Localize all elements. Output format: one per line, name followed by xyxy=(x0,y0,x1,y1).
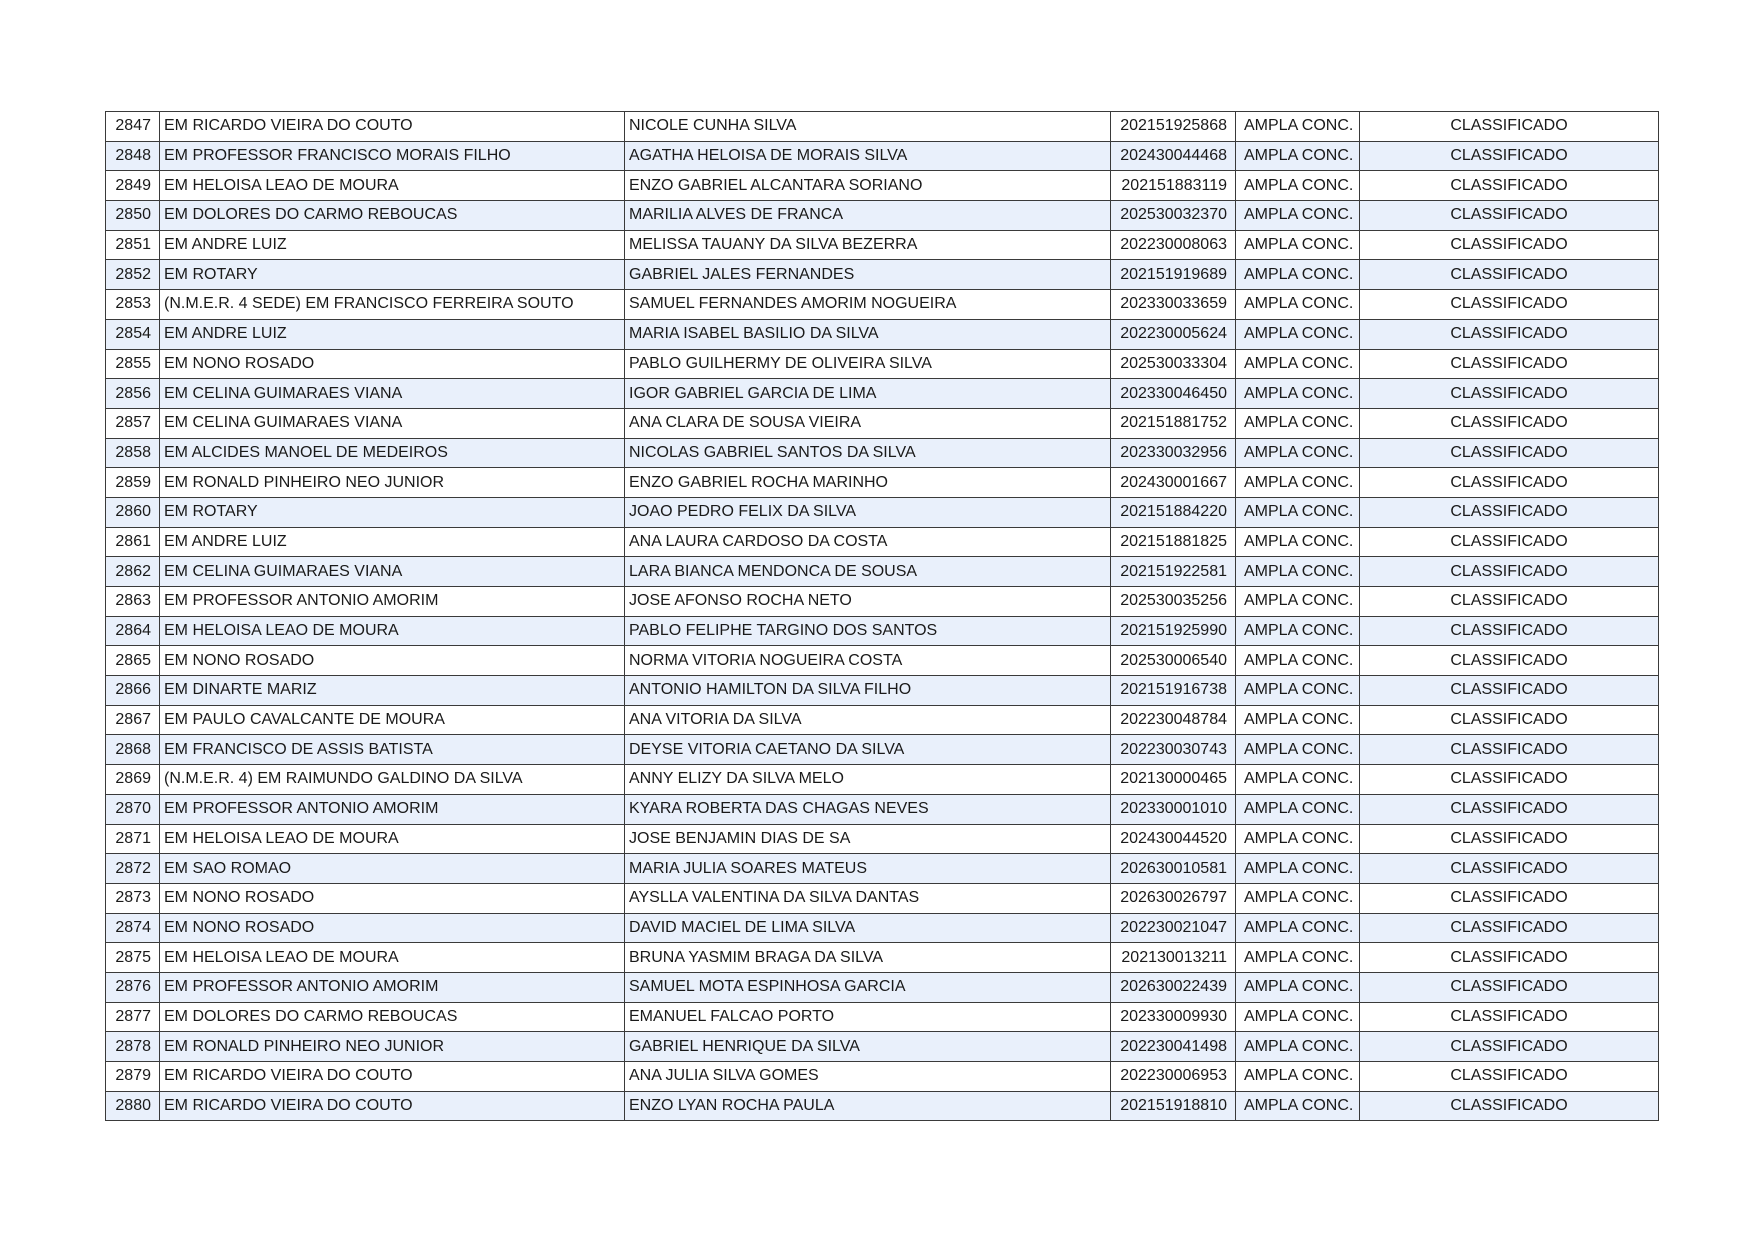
status-cell: CLASSIFICADO xyxy=(1360,230,1659,260)
row-number-cell: 2861 xyxy=(106,527,160,557)
row-number-cell: 2855 xyxy=(106,349,160,379)
quota-cell: AMPLA CONC. xyxy=(1236,854,1360,884)
quota-cell: AMPLA CONC. xyxy=(1236,883,1360,913)
student-name-cell: KYARA ROBERTA DAS CHAGAS NEVES xyxy=(625,794,1111,824)
quota-cell: AMPLA CONC. xyxy=(1236,379,1360,409)
table-row xyxy=(106,824,1659,854)
table-row xyxy=(106,141,1659,171)
row-number-cell: 2872 xyxy=(106,854,160,884)
table-row xyxy=(106,1032,1659,1062)
row-number-cell: 2850 xyxy=(106,201,160,231)
registration-id-cell: 202230041498 xyxy=(1111,1032,1236,1062)
status-cell: CLASSIFICADO xyxy=(1360,972,1659,1002)
table-row xyxy=(106,1002,1659,1032)
row-number-cell: 2860 xyxy=(106,497,160,527)
student-name-cell: DEYSE VITORIA CAETANO DA SILVA xyxy=(625,735,1111,765)
registration-id-cell: 202630022439 xyxy=(1111,972,1236,1002)
registration-id-cell: 202330046450 xyxy=(1111,379,1236,409)
row-number-cell: 2875 xyxy=(106,943,160,973)
student-name-cell: ANA LAURA CARDOSO DA COSTA xyxy=(625,527,1111,557)
quota-cell: AMPLA CONC. xyxy=(1236,349,1360,379)
student-name-cell: JOSE BENJAMIN DIAS DE SA xyxy=(625,824,1111,854)
quota-cell: AMPLA CONC. xyxy=(1236,972,1360,1002)
status-cell: CLASSIFICADO xyxy=(1360,1091,1659,1121)
school-cell: EM PAULO CAVALCANTE DE MOURA xyxy=(160,705,625,735)
school-cell: EM RONALD PINHEIRO NEO JUNIOR xyxy=(160,468,625,498)
school-cell: EM PROFESSOR ANTONIO AMORIM xyxy=(160,972,625,1002)
status-cell: CLASSIFICADO xyxy=(1360,438,1659,468)
school-cell: EM NONO ROSADO xyxy=(160,913,625,943)
table-row xyxy=(106,616,1659,646)
row-number-cell: 2867 xyxy=(106,705,160,735)
school-cell: EM NONO ROSADO xyxy=(160,883,625,913)
quota-cell: AMPLA CONC. xyxy=(1236,260,1360,290)
status-cell: CLASSIFICADO xyxy=(1360,705,1659,735)
status-cell: CLASSIFICADO xyxy=(1360,883,1659,913)
student-name-cell: IGOR GABRIEL GARCIA DE LIMA xyxy=(625,379,1111,409)
school-cell: EM ANDRE LUIZ xyxy=(160,230,625,260)
registration-id-cell: 202230048784 xyxy=(1111,705,1236,735)
table-row xyxy=(106,171,1659,201)
quota-cell: AMPLA CONC. xyxy=(1236,587,1360,617)
registration-id-cell: 202151884220 xyxy=(1111,497,1236,527)
student-name-cell: JOSE AFONSO ROCHA NETO xyxy=(625,587,1111,617)
status-cell: CLASSIFICADO xyxy=(1360,557,1659,587)
quota-cell: AMPLA CONC. xyxy=(1236,230,1360,260)
status-cell: CLASSIFICADO xyxy=(1360,587,1659,617)
quota-cell: AMPLA CONC. xyxy=(1236,438,1360,468)
quota-cell: AMPLA CONC. xyxy=(1236,616,1360,646)
status-cell: CLASSIFICADO xyxy=(1360,112,1659,142)
school-cell: EM ROTARY xyxy=(160,497,625,527)
student-name-cell: ANNY ELIZY DA SILVA MELO xyxy=(625,765,1111,795)
row-number-cell: 2877 xyxy=(106,1002,160,1032)
status-cell: CLASSIFICADO xyxy=(1360,854,1659,884)
student-name-cell: MARIA JULIA SOARES MATEUS xyxy=(625,854,1111,884)
quota-cell: AMPLA CONC. xyxy=(1236,408,1360,438)
table-row xyxy=(106,676,1659,706)
quota-cell: AMPLA CONC. xyxy=(1236,201,1360,231)
row-number-cell: 2866 xyxy=(106,676,160,706)
registration-id-cell: 202151881825 xyxy=(1111,527,1236,557)
quota-cell: AMPLA CONC. xyxy=(1236,824,1360,854)
registration-id-cell: 202630026797 xyxy=(1111,883,1236,913)
quota-cell: AMPLA CONC. xyxy=(1236,913,1360,943)
registration-id-cell: 202430044520 xyxy=(1111,824,1236,854)
results-table xyxy=(105,111,1659,1121)
school-cell: EM RICARDO VIEIRA DO COUTO xyxy=(160,1062,625,1092)
registration-id-cell: 202151925990 xyxy=(1111,616,1236,646)
table-row xyxy=(106,497,1659,527)
registration-id-cell: 202151925868 xyxy=(1111,112,1236,142)
row-number-cell: 2864 xyxy=(106,616,160,646)
school-cell: EM NONO ROSADO xyxy=(160,646,625,676)
row-number-cell: 2857 xyxy=(106,408,160,438)
student-name-cell: ENZO GABRIEL ALCANTARA SORIANO xyxy=(625,171,1111,201)
status-cell: CLASSIFICADO xyxy=(1360,1032,1659,1062)
row-number-cell: 2849 xyxy=(106,171,160,201)
school-cell: EM ANDRE LUIZ xyxy=(160,319,625,349)
student-name-cell: ANTONIO HAMILTON DA SILVA FILHO xyxy=(625,676,1111,706)
school-cell: EM HELOISA LEAO DE MOURA xyxy=(160,943,625,973)
status-cell: CLASSIFICADO xyxy=(1360,943,1659,973)
quota-cell: AMPLA CONC. xyxy=(1236,646,1360,676)
school-cell: EM DOLORES DO CARMO REBOUCAS xyxy=(160,1002,625,1032)
school-cell: EM ROTARY xyxy=(160,260,625,290)
student-name-cell: AYSLLA VALENTINA DA SILVA DANTAS xyxy=(625,883,1111,913)
table-row xyxy=(106,1062,1659,1092)
school-cell: EM HELOISA LEAO DE MOURA xyxy=(160,616,625,646)
row-number-cell: 2847 xyxy=(106,112,160,142)
table-row xyxy=(106,408,1659,438)
student-name-cell: SAMUEL FERNANDES AMORIM NOGUEIRA xyxy=(625,290,1111,320)
student-name-cell: NICOLAS GABRIEL SANTOS DA SILVA xyxy=(625,438,1111,468)
registration-id-cell: 202230005624 xyxy=(1111,319,1236,349)
row-number-cell: 2870 xyxy=(106,794,160,824)
table-row xyxy=(106,260,1659,290)
student-name-cell: ENZO LYAN ROCHA PAULA xyxy=(625,1091,1111,1121)
registration-id-cell: 202330032956 xyxy=(1111,438,1236,468)
table-row xyxy=(106,765,1659,795)
row-number-cell: 2879 xyxy=(106,1062,160,1092)
table-row xyxy=(106,230,1659,260)
school-cell: EM HELOISA LEAO DE MOURA xyxy=(160,171,625,201)
registration-id-cell: 202151918810 xyxy=(1111,1091,1236,1121)
quota-cell: AMPLA CONC. xyxy=(1236,141,1360,171)
row-number-cell: 2852 xyxy=(106,260,160,290)
student-name-cell: ANA CLARA DE SOUSA VIEIRA xyxy=(625,408,1111,438)
quota-cell: AMPLA CONC. xyxy=(1236,468,1360,498)
registration-id-cell: 202130013211 xyxy=(1111,943,1236,973)
table-row xyxy=(106,319,1659,349)
student-name-cell: GABRIEL JALES FERNANDES xyxy=(625,260,1111,290)
school-cell: EM RICARDO VIEIRA DO COUTO xyxy=(160,1091,625,1121)
row-number-cell: 2868 xyxy=(106,735,160,765)
row-number-cell: 2848 xyxy=(106,141,160,171)
row-number-cell: 2873 xyxy=(106,883,160,913)
row-number-cell: 2856 xyxy=(106,379,160,409)
table-row xyxy=(106,972,1659,1002)
row-number-cell: 2878 xyxy=(106,1032,160,1062)
quota-cell: AMPLA CONC. xyxy=(1236,943,1360,973)
school-cell: EM RONALD PINHEIRO NEO JUNIOR xyxy=(160,1032,625,1062)
row-number-cell: 2859 xyxy=(106,468,160,498)
quota-cell: AMPLA CONC. xyxy=(1236,557,1360,587)
table-row xyxy=(106,646,1659,676)
registration-id-cell: 202230008063 xyxy=(1111,230,1236,260)
school-cell: EM CELINA GUIMARAES VIANA xyxy=(160,379,625,409)
registration-id-cell: 202151883119 xyxy=(1111,171,1236,201)
school-cell: (N.M.E.R. 4 SEDE) EM FRANCISCO FERREIRA SOUTO xyxy=(160,290,625,320)
status-cell: CLASSIFICADO xyxy=(1360,408,1659,438)
student-name-cell: JOAO PEDRO FELIX DA SILVA xyxy=(625,497,1111,527)
student-name-cell: AGATHA HELOISA DE MORAIS SILVA xyxy=(625,141,1111,171)
status-cell: CLASSIFICADO xyxy=(1360,260,1659,290)
row-number-cell: 2880 xyxy=(106,1091,160,1121)
school-cell: EM RICARDO VIEIRA DO COUTO xyxy=(160,112,625,142)
table-row xyxy=(106,468,1659,498)
status-cell: CLASSIFICADO xyxy=(1360,824,1659,854)
table-row xyxy=(106,201,1659,231)
row-number-cell: 2871 xyxy=(106,824,160,854)
status-cell: CLASSIFICADO xyxy=(1360,171,1659,201)
status-cell: CLASSIFICADO xyxy=(1360,201,1659,231)
table-row xyxy=(106,1091,1659,1121)
status-cell: CLASSIFICADO xyxy=(1360,290,1659,320)
registration-id-cell: 202430044468 xyxy=(1111,141,1236,171)
row-number-cell: 2876 xyxy=(106,972,160,1002)
results-table-body xyxy=(106,112,1659,1121)
table-row xyxy=(106,854,1659,884)
student-name-cell: ANA VITORIA DA SILVA xyxy=(625,705,1111,735)
school-cell: EM HELOISA LEAO DE MOURA xyxy=(160,824,625,854)
registration-id-cell: 202230030743 xyxy=(1111,735,1236,765)
quota-cell: AMPLA CONC. xyxy=(1236,1002,1360,1032)
table-row xyxy=(106,943,1659,973)
student-name-cell: MARIA ISABEL BASILIO DA SILVA xyxy=(625,319,1111,349)
student-name-cell: NICOLE CUNHA SILVA xyxy=(625,112,1111,142)
school-cell: EM SAO ROMAO xyxy=(160,854,625,884)
quota-cell: AMPLA CONC. xyxy=(1236,497,1360,527)
status-cell: CLASSIFICADO xyxy=(1360,1062,1659,1092)
registration-id-cell: 202630010581 xyxy=(1111,854,1236,884)
table-row xyxy=(106,557,1659,587)
registration-id-cell: 202151916738 xyxy=(1111,676,1236,706)
status-cell: CLASSIFICADO xyxy=(1360,527,1659,557)
school-cell: EM DINARTE MARIZ xyxy=(160,676,625,706)
status-cell: CLASSIFICADO xyxy=(1360,765,1659,795)
table-row xyxy=(106,705,1659,735)
school-cell: (N.M.E.R. 4) EM RAIMUNDO GALDINO DA SILVA xyxy=(160,765,625,795)
student-name-cell: MARILIA ALVES DE FRANCA xyxy=(625,201,1111,231)
student-name-cell: PABLO FELIPHE TARGINO DOS SANTOS xyxy=(625,616,1111,646)
school-cell: EM CELINA GUIMARAES VIANA xyxy=(160,408,625,438)
school-cell: EM CELINA GUIMARAES VIANA xyxy=(160,557,625,587)
row-number-cell: 2853 xyxy=(106,290,160,320)
registration-id-cell: 202430001667 xyxy=(1111,468,1236,498)
row-number-cell: 2874 xyxy=(106,913,160,943)
status-cell: CLASSIFICADO xyxy=(1360,735,1659,765)
quota-cell: AMPLA CONC. xyxy=(1236,112,1360,142)
row-number-cell: 2865 xyxy=(106,646,160,676)
table-row xyxy=(106,349,1659,379)
registration-id-cell: 202230006953 xyxy=(1111,1062,1236,1092)
quota-cell: AMPLA CONC. xyxy=(1236,1062,1360,1092)
quota-cell: AMPLA CONC. xyxy=(1236,319,1360,349)
table-row xyxy=(106,883,1659,913)
quota-cell: AMPLA CONC. xyxy=(1236,794,1360,824)
registration-id-cell: 202530032370 xyxy=(1111,201,1236,231)
registration-id-cell: 202130000465 xyxy=(1111,765,1236,795)
table-row xyxy=(106,587,1659,617)
quota-cell: AMPLA CONC. xyxy=(1236,765,1360,795)
row-number-cell: 2858 xyxy=(106,438,160,468)
table-row xyxy=(106,913,1659,943)
registration-id-cell: 202530035256 xyxy=(1111,587,1236,617)
student-name-cell: BRUNA YASMIM BRAGA DA SILVA xyxy=(625,943,1111,973)
quota-cell: AMPLA CONC. xyxy=(1236,527,1360,557)
student-name-cell: NORMA VITORIA NOGUEIRA COSTA xyxy=(625,646,1111,676)
student-name-cell: SAMUEL MOTA ESPINHOSA GARCIA xyxy=(625,972,1111,1002)
status-cell: CLASSIFICADO xyxy=(1360,646,1659,676)
school-cell: EM PROFESSOR ANTONIO AMORIM xyxy=(160,587,625,617)
school-cell: EM ANDRE LUIZ xyxy=(160,527,625,557)
table-row xyxy=(106,438,1659,468)
status-cell: CLASSIFICADO xyxy=(1360,349,1659,379)
student-name-cell: ANA JULIA SILVA GOMES xyxy=(625,1062,1111,1092)
status-cell: CLASSIFICADO xyxy=(1360,913,1659,943)
registration-id-cell: 202330009930 xyxy=(1111,1002,1236,1032)
status-cell: CLASSIFICADO xyxy=(1360,497,1659,527)
table-row xyxy=(106,290,1659,320)
student-name-cell: PABLO GUILHERMY DE OLIVEIRA SILVA xyxy=(625,349,1111,379)
status-cell: CLASSIFICADO xyxy=(1360,1002,1659,1032)
school-cell: EM PROFESSOR FRANCISCO MORAIS FILHO xyxy=(160,141,625,171)
student-name-cell: ENZO GABRIEL ROCHA MARINHO xyxy=(625,468,1111,498)
school-cell: EM DOLORES DO CARMO REBOUCAS xyxy=(160,201,625,231)
student-name-cell: DAVID MACIEL DE LIMA SILVA xyxy=(625,913,1111,943)
table-row xyxy=(106,735,1659,765)
quota-cell: AMPLA CONC. xyxy=(1236,1032,1360,1062)
row-number-cell: 2869 xyxy=(106,765,160,795)
quota-cell: AMPLA CONC. xyxy=(1236,735,1360,765)
table-row xyxy=(106,527,1659,557)
registration-id-cell: 202151919689 xyxy=(1111,260,1236,290)
student-name-cell: MELISSA TAUANY DA SILVA BEZERRA xyxy=(625,230,1111,260)
student-name-cell: GABRIEL HENRIQUE DA SILVA xyxy=(625,1032,1111,1062)
row-number-cell: 2862 xyxy=(106,557,160,587)
quota-cell: AMPLA CONC. xyxy=(1236,171,1360,201)
registration-id-cell: 202230021047 xyxy=(1111,913,1236,943)
status-cell: CLASSIFICADO xyxy=(1360,794,1659,824)
registration-id-cell: 202530033304 xyxy=(1111,349,1236,379)
table-row xyxy=(106,379,1659,409)
status-cell: CLASSIFICADO xyxy=(1360,616,1659,646)
registration-id-cell: 202330033659 xyxy=(1111,290,1236,320)
student-name-cell: LARA BIANCA MENDONCA DE SOUSA xyxy=(625,557,1111,587)
status-cell: CLASSIFICADO xyxy=(1360,319,1659,349)
table-row xyxy=(106,112,1659,142)
registration-id-cell: 202330001010 xyxy=(1111,794,1236,824)
registration-id-cell: 202151922581 xyxy=(1111,557,1236,587)
status-cell: CLASSIFICADO xyxy=(1360,676,1659,706)
school-cell: EM PROFESSOR ANTONIO AMORIM xyxy=(160,794,625,824)
student-name-cell: EMANUEL FALCAO PORTO xyxy=(625,1002,1111,1032)
school-cell: EM FRANCISCO DE ASSIS BATISTA xyxy=(160,735,625,765)
row-number-cell: 2851 xyxy=(106,230,160,260)
table-row xyxy=(106,794,1659,824)
status-cell: CLASSIFICADO xyxy=(1360,379,1659,409)
quota-cell: AMPLA CONC. xyxy=(1236,705,1360,735)
school-cell: EM ALCIDES MANOEL DE MEDEIROS xyxy=(160,438,625,468)
status-cell: CLASSIFICADO xyxy=(1360,141,1659,171)
status-cell: CLASSIFICADO xyxy=(1360,468,1659,498)
quota-cell: AMPLA CONC. xyxy=(1236,290,1360,320)
quota-cell: AMPLA CONC. xyxy=(1236,1091,1360,1121)
registration-id-cell: 202530006540 xyxy=(1111,646,1236,676)
quota-cell: AMPLA CONC. xyxy=(1236,676,1360,706)
school-cell: EM NONO ROSADO xyxy=(160,349,625,379)
row-number-cell: 2854 xyxy=(106,319,160,349)
row-number-cell: 2863 xyxy=(106,587,160,617)
registration-id-cell: 202151881752 xyxy=(1111,408,1236,438)
